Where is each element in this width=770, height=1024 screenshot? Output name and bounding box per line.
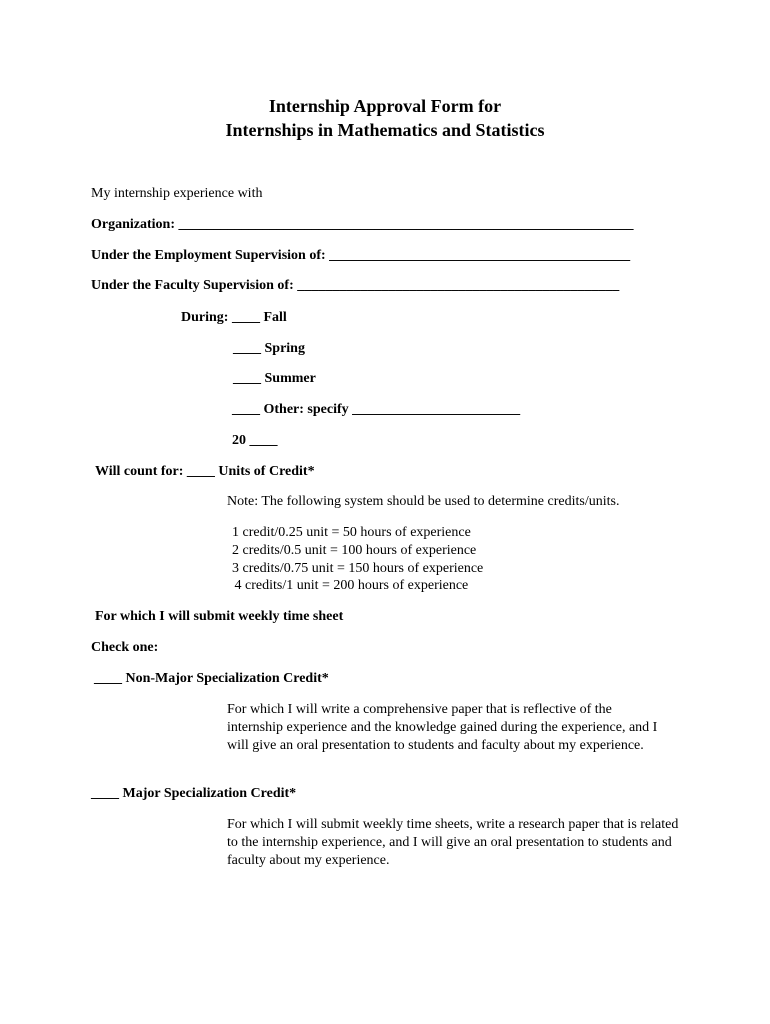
units-of-credit-line: Will count for: ____ Units of Credit* bbox=[95, 464, 315, 479]
check-one-heading: Check one: bbox=[91, 640, 159, 655]
credit-rule-1: 1 credit/0.25 unit = 50 hours of experience bbox=[232, 525, 471, 540]
intro-text: My internship experience with bbox=[91, 186, 263, 201]
during-other-specify: : specify ________________________ bbox=[299, 402, 521, 417]
non-major-credit-option: ____ Non-Major Specialization Credit* bbox=[94, 671, 329, 686]
employment-supervision-field: Under the Employment Supervision of: ___________________________________________ bbox=[91, 248, 631, 263]
non-major-credit-description: For which I will write a comprehensive paper that is reflective of the internship experience and the knowledge gained during the experience, and I will give an oral presentation to students and faculty about my experience. bbox=[227, 702, 658, 753]
major-credit-option: ____ Major Specialization Credit* bbox=[91, 786, 297, 801]
form-title-line-2: Internships in Mathematics and Statistics bbox=[225, 120, 545, 140]
credit-system-note: Note: The following system should be used to determine credits/units. bbox=[227, 494, 620, 509]
credit-rule-3: 3 credits/0.75 unit = 150 hours of experience bbox=[232, 561, 484, 576]
faculty-supervision-field: Under the Faculty Supervision of: ______________________________________________ bbox=[91, 278, 620, 293]
weekly-time-sheet-line: For which I will submit weekly time sheet bbox=[95, 609, 344, 624]
during-year-field: 20 ____ bbox=[232, 433, 278, 448]
during-other-option bbox=[232, 401, 520, 419]
major-credit-description: For which I will submit weekly time sheets, write a research paper that is related to the internship experience, and I will give an oral presentation to students and faculty about my experience. bbox=[227, 817, 679, 868]
during-summer-option: ____ Summer bbox=[233, 371, 316, 386]
organization-field: Organization: _________________________________________________________________ bbox=[91, 217, 634, 232]
form-title-line-1: Internship Approval Form for bbox=[268, 96, 502, 116]
credit-rule-4: 4 credits/1 unit = 200 hours of experience bbox=[231, 578, 469, 593]
during-other-label: ____ Other bbox=[232, 402, 300, 417]
credit-rule-2: 2 credits/0.5 unit = 100 hours of experience bbox=[232, 543, 477, 558]
during-fall-option: During: ____ Fall bbox=[181, 310, 287, 325]
during-spring-option: ____ Spring bbox=[233, 341, 305, 356]
